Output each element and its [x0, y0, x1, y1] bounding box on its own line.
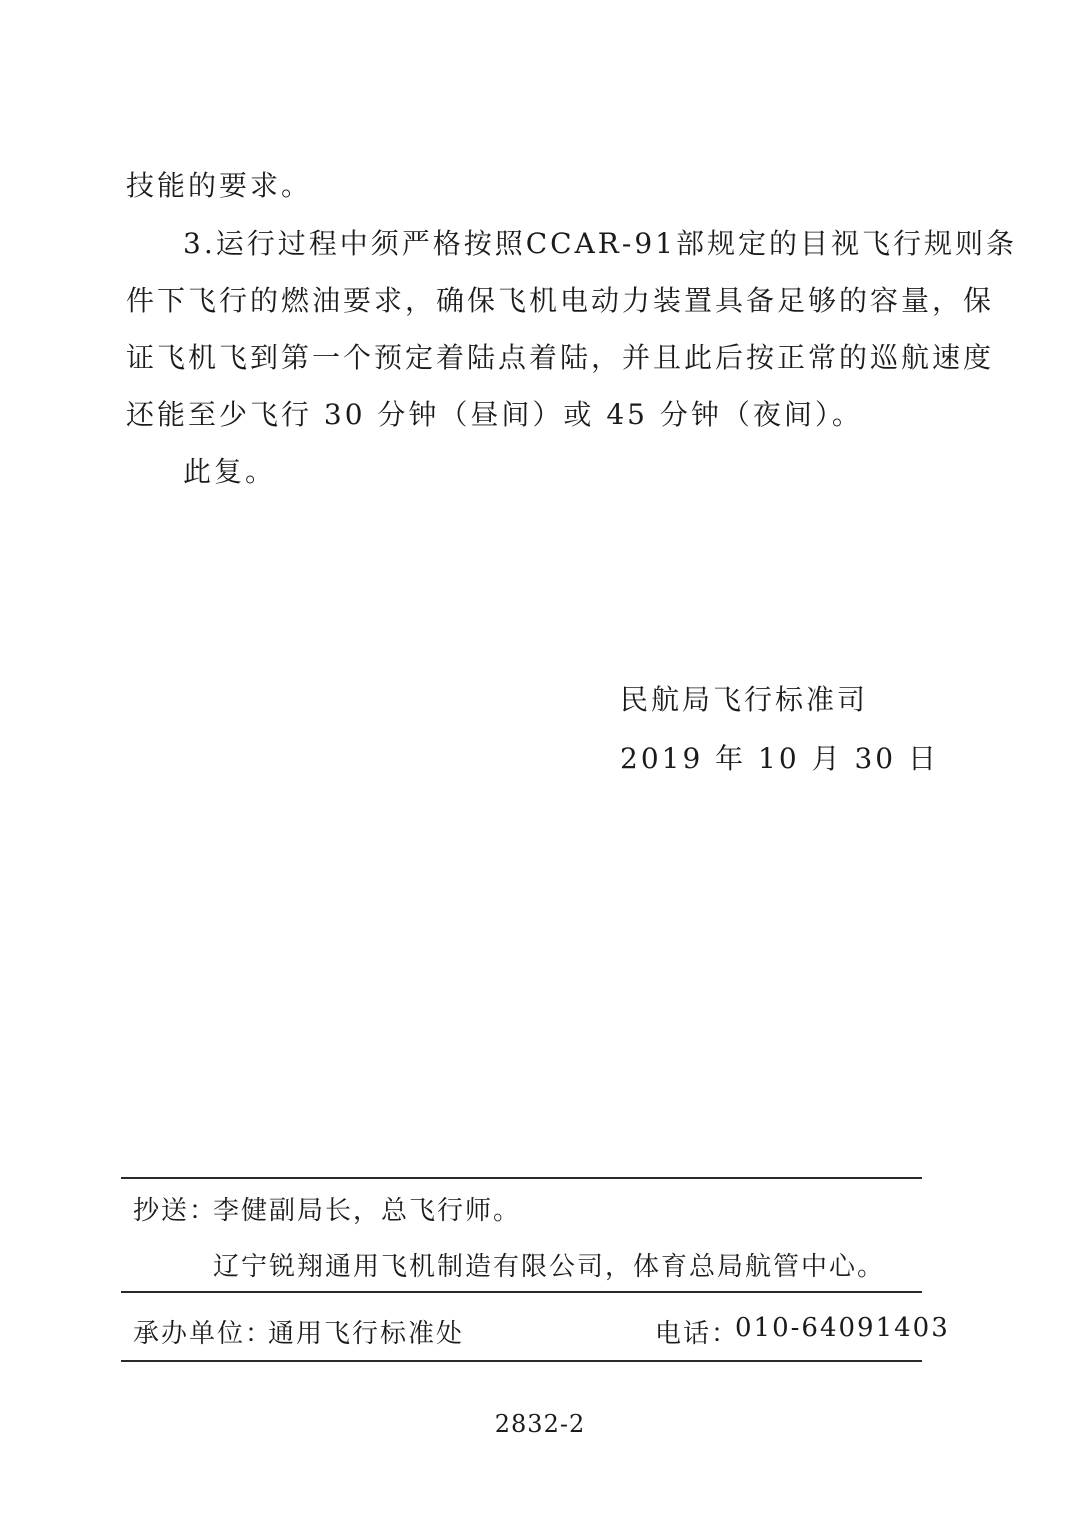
phone-value: 010-64091403 [735, 1313, 950, 1343]
para-3-line-4: 还能至少飞行 30 分钟（昼间）或 45 分钟（夜间）。 [126, 398, 863, 431]
phone-label: 电话： [655, 1319, 740, 1349]
cc-recipients-line-2: 辽宁锐翔通用飞机制造有限公司，体育总局航管中心。 [213, 1252, 886, 1282]
closing-text: 此复。 [183, 455, 277, 488]
handler-label: 承办单位： [133, 1319, 274, 1349]
body-line-1: 技能的要求。 [126, 169, 313, 202]
issuer-name: 民航局飞行标准司 [620, 683, 869, 716]
footer-rule-bottom [121, 1360, 922, 1362]
handler-value: 通用飞行标准处 [268, 1319, 465, 1349]
para-3-line-1: 3.运行过程中须严格按照CCAR-91部规定的目视飞行规则条 [183, 227, 1017, 260]
page-number: 2832-2 [494, 1410, 586, 1438]
footer-rule-top [121, 1177, 922, 1179]
cc-label: 抄送： [133, 1196, 218, 1226]
para-3-line-3: 证飞机飞到第一个预定着陆点着陆，并且此后按正常的巡航速度 [126, 341, 995, 374]
footer-rule-middle [121, 1291, 922, 1293]
cc-recipients-line-1: 李健副局长，总飞行师。 [213, 1196, 522, 1226]
issue-date: 2019 年 10 月 30 日 [620, 742, 940, 775]
para-3-line-2: 件下飞行的燃油要求，确保飞机电动力装置具备足够的容量，保 [126, 284, 995, 317]
